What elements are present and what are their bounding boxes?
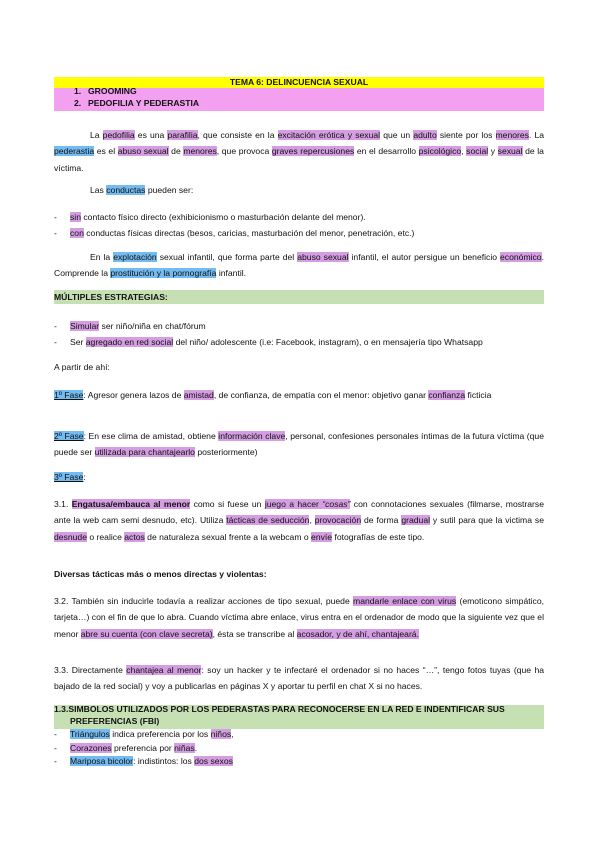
conductas-list (54, 209, 544, 242)
list-item: - Simular ser niño/niña en chat/fórum (54, 321, 206, 331)
paragraph-tacticas: Diversas tácticas más o menos directas y violentas: (54, 569, 267, 579)
page-title: TEMA 6: DELINCUENCIA SEXUAL (229, 77, 369, 87)
paragraph-conductas: Las conductas pueden ser: (90, 185, 194, 195)
paragraph-3-2: 3.2. También sin inducirle todavía a realizar acciones de tipo sexual, puede mandarle enlace con virus (emoticono simpático, tarjeta…) con el fin de que lo abra. Cuando víctima abre enlace, virus entra en el ordenador de modo que la siguiente vez que el menor abre su cuenta (con clave secreta), ésta se transcribe al acosador, y de ahí, chantajeará. (54, 596, 544, 639)
fase-1-label: 1º Fase (54, 390, 84, 400)
paragraph-fase-3: 3º Fase: (54, 472, 86, 482)
list-item: - Mariposa bicolor: indistintos: los dos sexos (54, 756, 233, 766)
section-estrategias: MÚLTIPLES ESTRATEGIAS: (54, 292, 168, 302)
toc-item: 2. PEDOFILIA Y PEDERASTIA (74, 98, 200, 108)
paragraph-fase-2: 2º Fase: En ese clima de amistad, obtiene información clave, personal, confesiones personales íntimas de la futura víctima (que puede ser utilizada para chantajearlo posteriormente) (54, 431, 544, 458)
list-item: - Ser agregado en red social del niño/ adolescente (i.e: Facebook, instagram), o en mensajería tipo Whatsapp (54, 337, 483, 348)
simbolos-list (54, 728, 544, 769)
paragraph-pedofilia: La pedofilia es una parafilia, que consiste en la excitación erótica y sexual que un adulto siente por los menores. La pederastia es el abuso sexual de menores, que provoca graves repercusiones en el desarrollo psicológico, social y sexual de la víctima. (54, 130, 545, 173)
paragraph-explotacion: En la explotación sexual infantil, que forma parte del abuso sexual infantil, el autor persigue un beneficio económico. Comprende la prostitución y la pornografía infantil. (54, 252, 544, 279)
list-item: - con conductas físicas directas (besos, caricias, masturbación del menor, penetración, etc.) (54, 228, 415, 239)
paragraph-a-partir: A partir de ahí: (54, 362, 110, 372)
list-item: - Corazones preferencia por niñas. (54, 742, 198, 753)
list-item: - sin contacto físico directo (exhibicionismo o masturbación delante del menor). (54, 212, 366, 222)
paragraph-3-3: 3.3. Directamente chantajea al menor: soy un hacker y te infectaré el ordenador si no haces “…”, tengo fotos tuyas (que ha bajado de la red social) y voy a publicarlas en páginas X y aportar tu perfil en chat X si no haces. (54, 665, 545, 692)
list-item: - Triángulos indica preferencia por los niños, (54, 729, 234, 739)
fase-3-label: 3º Fase (54, 472, 84, 482)
section-simbolos: 1.3.SIMBOLOS UTILIZADOS POR LOS PEDERASTAS PARA RECONOCERSE EN LA RED E INDENTIFICAR SUS PREFERENCIAS (FBI) (54, 704, 505, 726)
paragraph-fase-1: 1º Fase: Agresor genera lazos de amistad, de confianza, de empatía con el menor: objetivo ganar confianza ficticia (54, 390, 492, 400)
toc-list (54, 85, 544, 109)
toc-item: 1. GROOMING (74, 86, 137, 96)
paragraph-3-1: 3.1. Engatusa/embauca al menor como si fuese un juego a hacer “cosas” con connotaciones sexuales (filmarse, mostrarse ante la web cam semi desnudo, etc). Utiliza tácticas de seducción, provocación de forma gradual y sutil para que la victima se desnude o realice actos de naturaleza sexual frente a la webcam o envíe fotografías de este tipo. (54, 499, 544, 542)
fase-2-label: 2º Fase (54, 431, 84, 441)
estrategias-list (54, 318, 544, 351)
